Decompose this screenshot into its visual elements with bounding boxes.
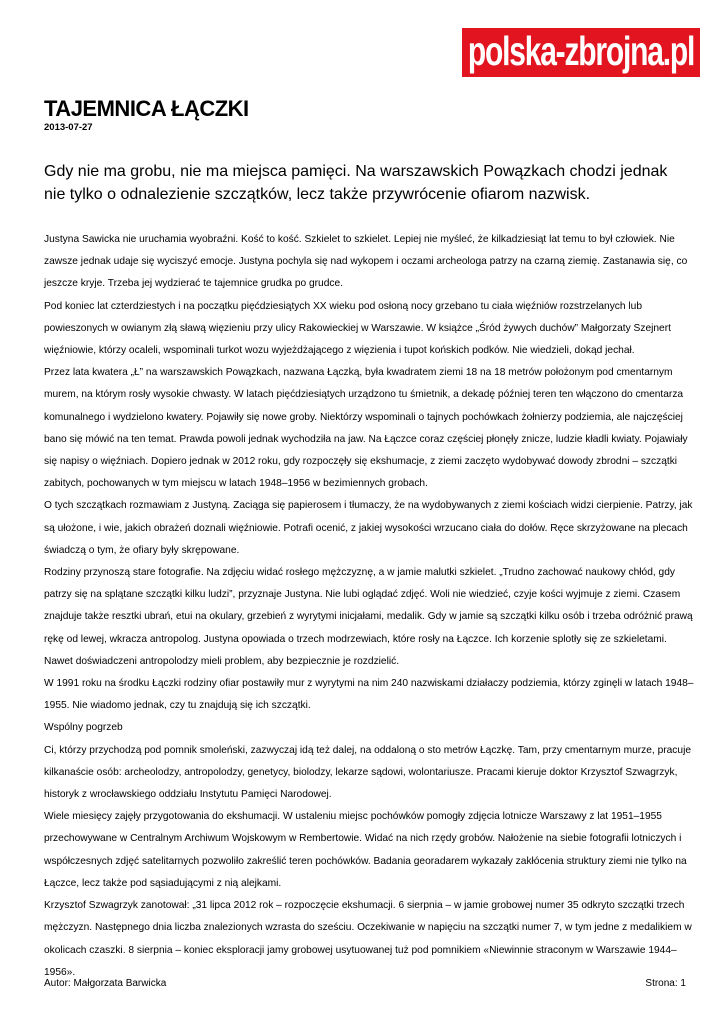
footer-page-number: Strona: 1 bbox=[645, 978, 686, 989]
footer-author: Autor: Małgorzata Barwicka bbox=[44, 978, 167, 989]
article-body bbox=[44, 229, 694, 984]
paragraph: Pod koniec lat czterdziestych i na początku pięćdziesiątych XX wieku pod osłoną nocy grzebano tu ciała więźniów rozstrzelanych lub powieszonych w owianym złą sławą więzieniu przy ulicy Rakowieckiej w Warszawie. W książce „Śród żywych duchów” Małgorzaty Szejnert więźniowie, którzy ocaleli, wspominali turkot wozu wyjeżdżającego z więzienia i tupot końskich podków. Nie wiedzieli, dokąd jechał. bbox=[44, 300, 671, 357]
paragraph: Ci, którzy przychodzą pod pomnik smoleński, zazwyczaj idą też dalej, na oddaloną o sto metrów Łączkę. Tam, przy cmentarnym murze, pracuje kilkanaście osób: archeolodzy, antropolodzy, genetycy, biolodzy, lekarze sądowi, wolontariusze. Pracami kieruje doktor Krzysztof Szwagrzyk, historyk z wrocławskiego oddziału Instytutu Pamięci Narodowej. bbox=[44, 744, 691, 801]
article-lead: Gdy nie ma grobu, nie ma miejsca pamięci. Na warszawskich Powązkach chodzi jednak nie tylko o odnalezienie szczątków, lecz także przywrócenie ofiarom nazwisk. bbox=[44, 163, 668, 203]
article-title: TAJEMNICA ŁĄCZKI bbox=[44, 96, 249, 121]
paragraph: Rodziny przynoszą stare fotografie. Na zdjęciu widać rosłego mężczyznę, a w jamie malutki szkielet. „Trudno zachować naukowy chłód, gdy patrzy się na splątane szczątki kilku ludzi”, przyznaje Justyna. Nie lubi oglądać zdjęć. Woli nie wiedzieć, czyje kości wyjmuje z ziemi. Czasem znajduje także resztki ubrań, etui na okulary, grzebień z wyrytymi inicjałami, medalik. Gdy w jamie są szczątki kilku osób i trzeba odróżnić prawą rękę od lewej, wkracza antropolog. Justyna opowiada o trzech modrzewiach, które rosły na Łączce. Ich korzenie splotły się ze szkieletami. Nawet doświadczeni antropolodzy mieli problem, aby bezpiecznie je rozdzielić. bbox=[44, 567, 693, 667]
paragraph: O tych szczątkach rozmawiam z Justyną. Zaciąga się papierosem i tłumaczy, że na wydobywanych z ziemi kościach widzi cierpienie. Patrzy, jak są ułożone, i wie, jakich obrażeń doznali więźniowie. Potrafi ocenić, z jakiej wysokości wrzucano ciała do dołów. Ręce skrzyżowane na plecach świadczą o tym, że ofiary były skrępowane. bbox=[44, 500, 693, 556]
article-date: 2013-07-27 bbox=[44, 122, 93, 133]
site-logo-text: polska-zbrojna.pl bbox=[467, 29, 695, 75]
paragraph: W 1991 roku na środku Łączki rodziny ofiar postawiły mur z wyrytymi na nim 240 nazwiskami działaczy podziemia, którzy zginęli w latach 1948–1955. Nie wiadomo jednak, czy tu znajdują się ich szczątki. bbox=[44, 678, 694, 712]
section-subheading: Wspólny pogrzeb bbox=[44, 722, 123, 734]
paragraph: Wiele miesięcy zajęły przygotowania do ekshumacji. W ustaleniu miejsc pochówków pomogły zdjęcia lotnicze Warszawy z lat 1951–1955 przechowywane w Centralnym Archiwum Wojskowym w Rembertowie. Widać na nich rzędy grobów. Nałożenie na siebie fotografii lotniczych i współczesnych zdjęć satelitarnych pozwoliło zakreślić teren pochówków. Badania georadarem wykazały zakłócenia struktury ziemi nie tylko na Łączce, lecz także pod sąsiadującymi z nią alejkami. bbox=[44, 811, 687, 889]
paragraph: Justyna Sawicka nie uruchamia wyobraźni. Kość to kość. Szkielet to szkielet. Lepiej nie myśleć, że kilkadziesiąt lat temu to był człowiek. Nie zawsze jednak udaje się wyciszyć emocje. Justyna pochyla się nad wykopem i oczami archeologa patrzy na czarną ziemię. Zastanawia się, co jeszcze kryje. Trzeba jej wydzierać te tajemnice grudka po grudce. bbox=[44, 234, 688, 290]
paragraph: Przez lata kwatera „Ł” na warszawskich Powązkach, nazwana Łączką, była kwadratem ziemi 18 na 18 metrów położonym pod cmentarnym murem, na którym rosły wysokie chwasty. W latach pięćdziesiątych urządzono tu śmietnik, a dekadę później teren ten włączono do cmentarza komunalnego i wydzielono kwatery. Pojawiły się nowe groby. Niektórzy wspominali o tajnych pochówkach żołnierzy podziemia, ale najczęściej bano się mówić na ten temat. Prawda powoli jednak wychodziła na jaw. Na Łączce coraz częściej płonęły znicze, ludzie kładli kwiaty. Pojawiały się napisy o więźniach. Dopiero jednak w 2012 roku, gdy rozpoczęły się ekshumacje, z ziemi zaczęto wydobywać dowody zbrodni – szczątki zabitych, pochowanych w tym miejscu w latach 1948–1956 w bezimiennych grobach. bbox=[44, 367, 688, 490]
site-logo[interactable] bbox=[462, 28, 700, 77]
paragraph: Krzysztof Szwagrzyk zanotował: „31 lipca 2012 rok – rozpoczęcie ekshumacji. 6 sierpnia – w jamie grobowej numer 35 odkryto szczątki trzech mężczyzn. Następnego dnia liczba znalezionych wzrasta do sześciu. Oczekiwanie w napięciu na szczątki numer 7, w tym jedne z medalikiem w okolicach czaszki. 8 sierpnia – koniec eksploracji jamy grobowej usytuowanej tuż pod pomnikiem «Niewinnie straconym w Warszawie 1944–1956». bbox=[44, 900, 692, 978]
